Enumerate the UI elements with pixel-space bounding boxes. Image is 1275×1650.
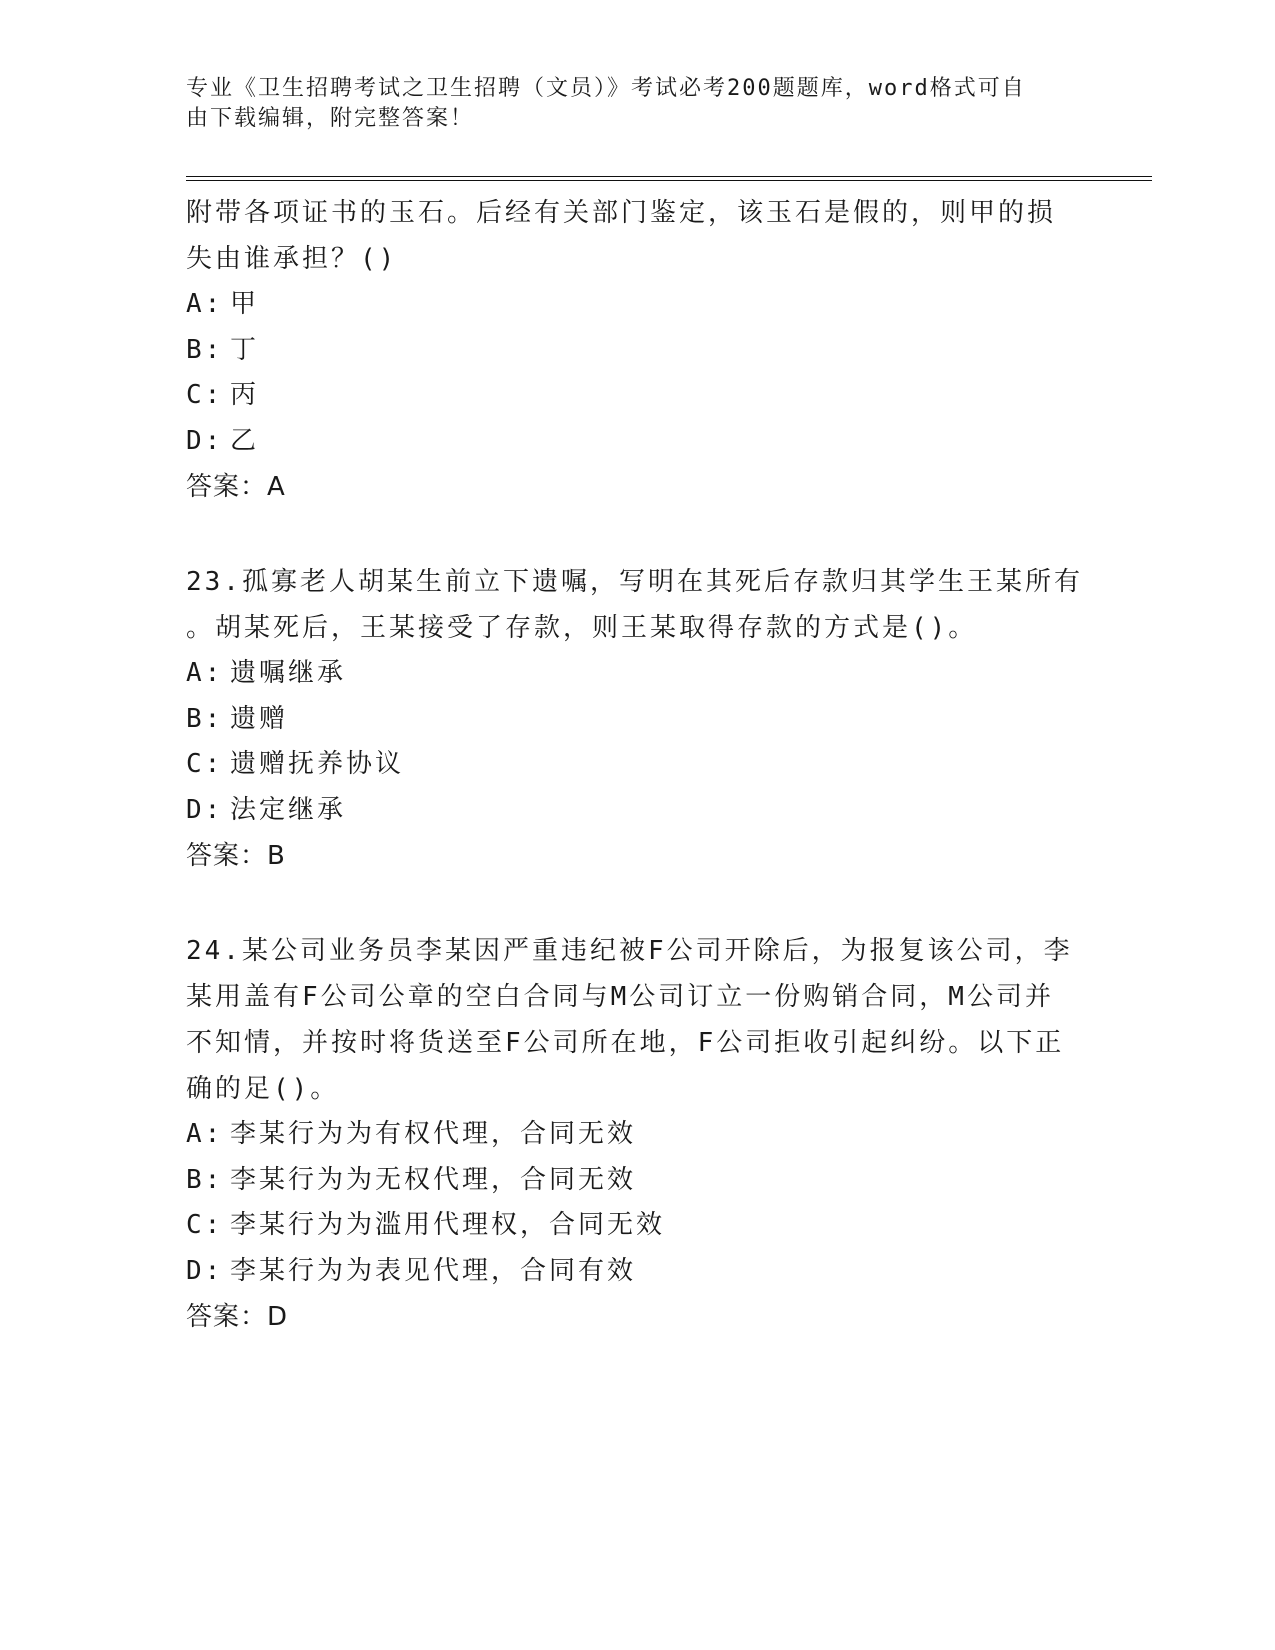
option-text: 李某行为为有权代理，合同无效 [230, 1119, 637, 1149]
header-line-1: 专业《卫生招聘考试之卫生招聘（文员）》考试必考200题题库，word格式可自 [186, 76, 1026, 101]
option-d [186, 419, 1086, 465]
question-text-line: 23.孤寡老人胡某生前立下遗嘱，写明在其死后存款归其学生王某所有 [186, 567, 1083, 597]
option-text: 遗赠 [230, 703, 289, 734]
option-text: 遗嘱继承 [230, 658, 347, 688]
answer-line: 答案：D [186, 1302, 289, 1332]
option-a [186, 651, 1086, 697]
header-line-2: 由下载编辑，附完整答案！ [186, 106, 475, 131]
question-block-22 [186, 190, 1086, 510]
option-letter: C: [186, 380, 224, 410]
question-text-line: 确的足()。 [186, 1074, 340, 1104]
option-letter: A: [186, 658, 224, 688]
option-text: 遗赠抚养协议 [230, 749, 405, 779]
header-double-rule [186, 176, 1152, 181]
option-text: 法定继承 [230, 794, 347, 825]
option-d [186, 788, 1086, 834]
document-header [186, 74, 1066, 134]
question-list [186, 190, 1086, 1389]
option-b [186, 1158, 1086, 1204]
option-text: 丙 [230, 380, 260, 410]
option-d [186, 1249, 1086, 1295]
option-a [186, 282, 1086, 328]
option-text: 乙 [230, 425, 260, 456]
answer-line: 答案：A [186, 472, 286, 502]
option-letter: C: [186, 749, 224, 779]
option-text: 李某行为为表见代理，合同有效 [230, 1255, 637, 1286]
option-letter: C: [186, 1210, 224, 1240]
option-letter: B: [186, 334, 224, 365]
option-text: 李某行为为滥用代理权，合同无效 [230, 1210, 666, 1240]
option-c [186, 742, 1086, 788]
question-text-line: 。胡某死后，王某接受了存款，则王某取得存款的方式是()。 [186, 613, 978, 643]
question-text-line: 不知情，并按时将货送至F公司所在地，F公司拒收引起纠纷。以下正 [186, 1028, 1065, 1058]
option-letter: D: [186, 425, 224, 456]
option-letter: D: [186, 794, 224, 825]
option-letter: B: [186, 703, 224, 734]
option-a [186, 1112, 1086, 1158]
question-text-line: 24.某公司业务员李某因严重违纪被F公司开除后，为报复该公司，李 [186, 936, 1073, 966]
question-text-line: 失由谁承担？() [186, 244, 398, 274]
option-c [186, 1203, 1086, 1249]
option-text: 丁 [230, 334, 260, 365]
question-block-24 [186, 928, 1086, 1340]
option-letter: A: [186, 1119, 224, 1149]
option-b [186, 328, 1086, 374]
option-text: 李某行为为无权代理，合同无效 [230, 1164, 637, 1195]
option-letter: B: [186, 1164, 224, 1195]
question-text-line: 附带各项证书的玉石。后经有关部门鉴定，该玉石是假的，则甲的损 [186, 198, 1057, 228]
option-b [186, 697, 1086, 743]
option-c [186, 373, 1086, 419]
question-text-line: 某用盖有F公司公章的空白合同与M公司订立一份购销合同，M公司并 [186, 982, 1054, 1012]
question-block-23 [186, 559, 1086, 879]
option-letter: A: [186, 289, 224, 319]
option-text: 甲 [230, 289, 260, 319]
option-letter: D: [186, 1255, 224, 1286]
answer-line: 答案：B [186, 841, 286, 871]
